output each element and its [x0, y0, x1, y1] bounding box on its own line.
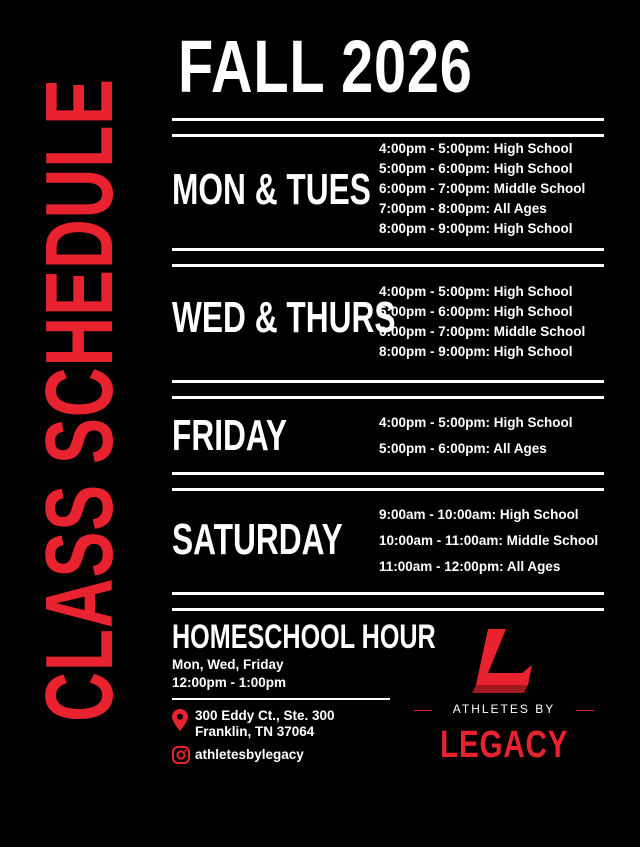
divider: [172, 472, 604, 475]
time-slot: 6:00pm - 7:00pm: Middle School: [379, 181, 586, 196]
time-slot: 5:00pm - 6:00pm: High School: [379, 304, 573, 319]
time-slot: 8:00pm - 9:00pm: High School: [379, 221, 573, 236]
day-label-friday: FRIDAY: [172, 411, 288, 460]
slot-list-friday: [379, 410, 573, 462]
homeschool-title: HOMESCHOOL HOUR: [172, 618, 436, 656]
vertical-title: CLASS SCHEDULE: [26, 78, 133, 722]
address-line-2: Franklin, TN 37064: [195, 724, 315, 739]
location-pin-icon: [172, 709, 188, 731]
legacy-l-logo: [462, 625, 542, 695]
homeschool-days: Mon, Wed, Friday: [172, 657, 284, 672]
season-title: FALL 2026: [178, 25, 473, 108]
divider: [172, 608, 604, 611]
instagram-icon: [172, 746, 190, 764]
homeschool-time: 12:00pm - 1:00pm: [172, 675, 287, 690]
slot-list-wed-thurs: [379, 282, 585, 362]
time-slot: 8:00pm - 9:00pm: High School: [379, 344, 573, 359]
divider: [172, 698, 390, 700]
instagram-handle: athletesbylegacy: [195, 747, 304, 762]
divider: [172, 134, 604, 137]
time-slot: 11:00am - 12:00pm: All Ages: [379, 559, 561, 574]
brand-name: LEGACY: [439, 724, 569, 766]
divider: [172, 488, 604, 491]
time-slot: 5:00pm - 6:00pm: High School: [379, 161, 573, 176]
address-line-1: 300 Eddy Ct., Ste. 300: [195, 708, 335, 723]
time-slot: 10:00am - 11:00am: Middle School: [379, 533, 599, 548]
day-label-mon-tues: MON & TUES: [172, 165, 371, 214]
time-slot: 7:00pm - 8:00pm: All Ages: [379, 201, 547, 216]
divider: [172, 118, 604, 121]
time-slot: 4:00pm - 5:00pm: High School: [379, 284, 573, 299]
time-slot: 4:00pm - 5:00pm: High School: [379, 415, 573, 430]
slot-list-mon-tues: [379, 139, 585, 239]
brand-tagline: ATHLETES BY: [452, 702, 556, 716]
divider: [172, 380, 604, 383]
time-slot: 5:00pm - 6:00pm: All Ages: [379, 441, 547, 456]
time-slot: 6:00pm - 7:00pm: Middle School: [379, 324, 586, 339]
slot-list-saturday: [379, 502, 598, 580]
divider: [172, 396, 604, 399]
time-slot: 9:00am - 10:00am: High School: [379, 507, 579, 522]
address: [195, 708, 335, 740]
divider: [172, 592, 604, 595]
divider: [172, 248, 604, 251]
divider: [172, 264, 604, 267]
day-label-wed-thurs: WED & THURS: [172, 293, 396, 342]
time-slot: 4:00pm - 5:00pm: High School: [379, 141, 573, 156]
day-label-saturday: SATURDAY: [172, 515, 343, 564]
